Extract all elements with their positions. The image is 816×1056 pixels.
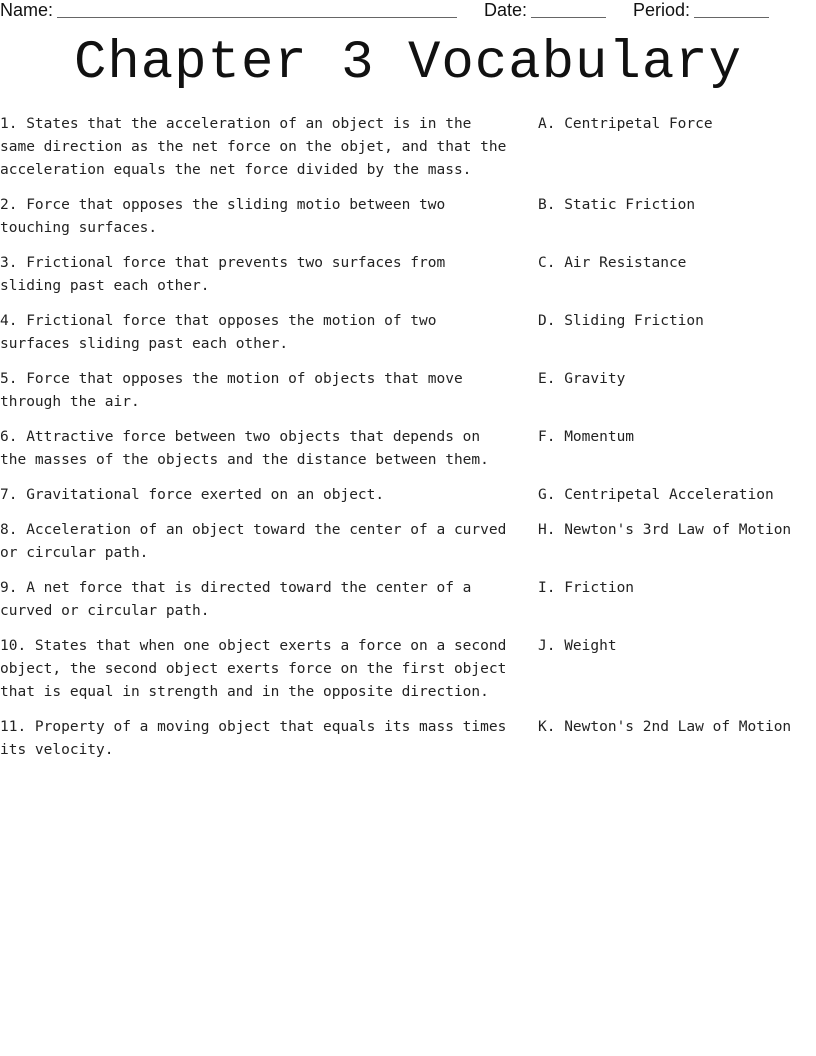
question-item: 4. Frictional force that opposes the motion of two surfaces sliding past each other. [0,313,437,352]
question-item: 11. Property of a moving object that equals its mass times its velocity. [0,719,507,758]
answer-item: K. Newton's 2nd Law of Motion [538,719,792,735]
name-field [0,0,457,20]
answer-item: D. Sliding Friction [538,313,704,329]
answer-item: A. Centripetal Force [538,116,713,132]
answer-item: E. Gravity [538,371,626,387]
date-blank-line [531,0,606,18]
date-field [484,0,606,20]
period-blank-line [694,0,769,18]
question-item: 2. Force that opposes the sliding motio between two touching surfaces. [0,197,446,236]
answer-item: G. Centripetal Acceleration [538,487,774,503]
answer-item: B. Static Friction [538,197,696,213]
question-item: 9. A net force that is directed toward the center of a curved or circular path. [0,580,472,619]
answer-item: J. Weight [538,638,617,654]
answer-item: I. Friction [538,580,635,596]
question-item: 5. Force that opposes the motion of objects that move through the air. [0,371,463,410]
worksheet-header [0,0,816,22]
period-field [633,0,769,20]
question-item: 1. States that the acceleration of an object is in the same direction as the net force on the objet, and that the acceleration equals the net force divided by the mass. [0,116,507,178]
question-item: 6. Attractive force between two objects that depends on the masses of the objects and the distance between them. [0,429,489,468]
question-item: 10. States that when one object exerts a force on a second object, the second object exerts force on the first object that is equal in strength and in the opposite direction. [0,638,507,700]
name-blank-line [57,0,457,18]
answer-item: H. Newton's 3rd Law of Motion [538,522,792,538]
page-title: Chapter 3 Vocabulary [73,33,743,94]
question-item: 3. Frictional force that prevents two surfaces from sliding past each other. [0,255,446,294]
question-item: 8. Acceleration of an object toward the center of a curved or circular path. [0,522,507,561]
question-list [0,113,520,774]
period-label: Period: [633,0,691,20]
name-label: Name: [0,0,54,20]
date-label: Date: [484,0,528,20]
answer-item: C. Air Resistance [538,255,687,271]
answer-item: F. Momentum [538,429,635,445]
question-item: 7. Gravitational force exerted on an object. [0,487,385,503]
